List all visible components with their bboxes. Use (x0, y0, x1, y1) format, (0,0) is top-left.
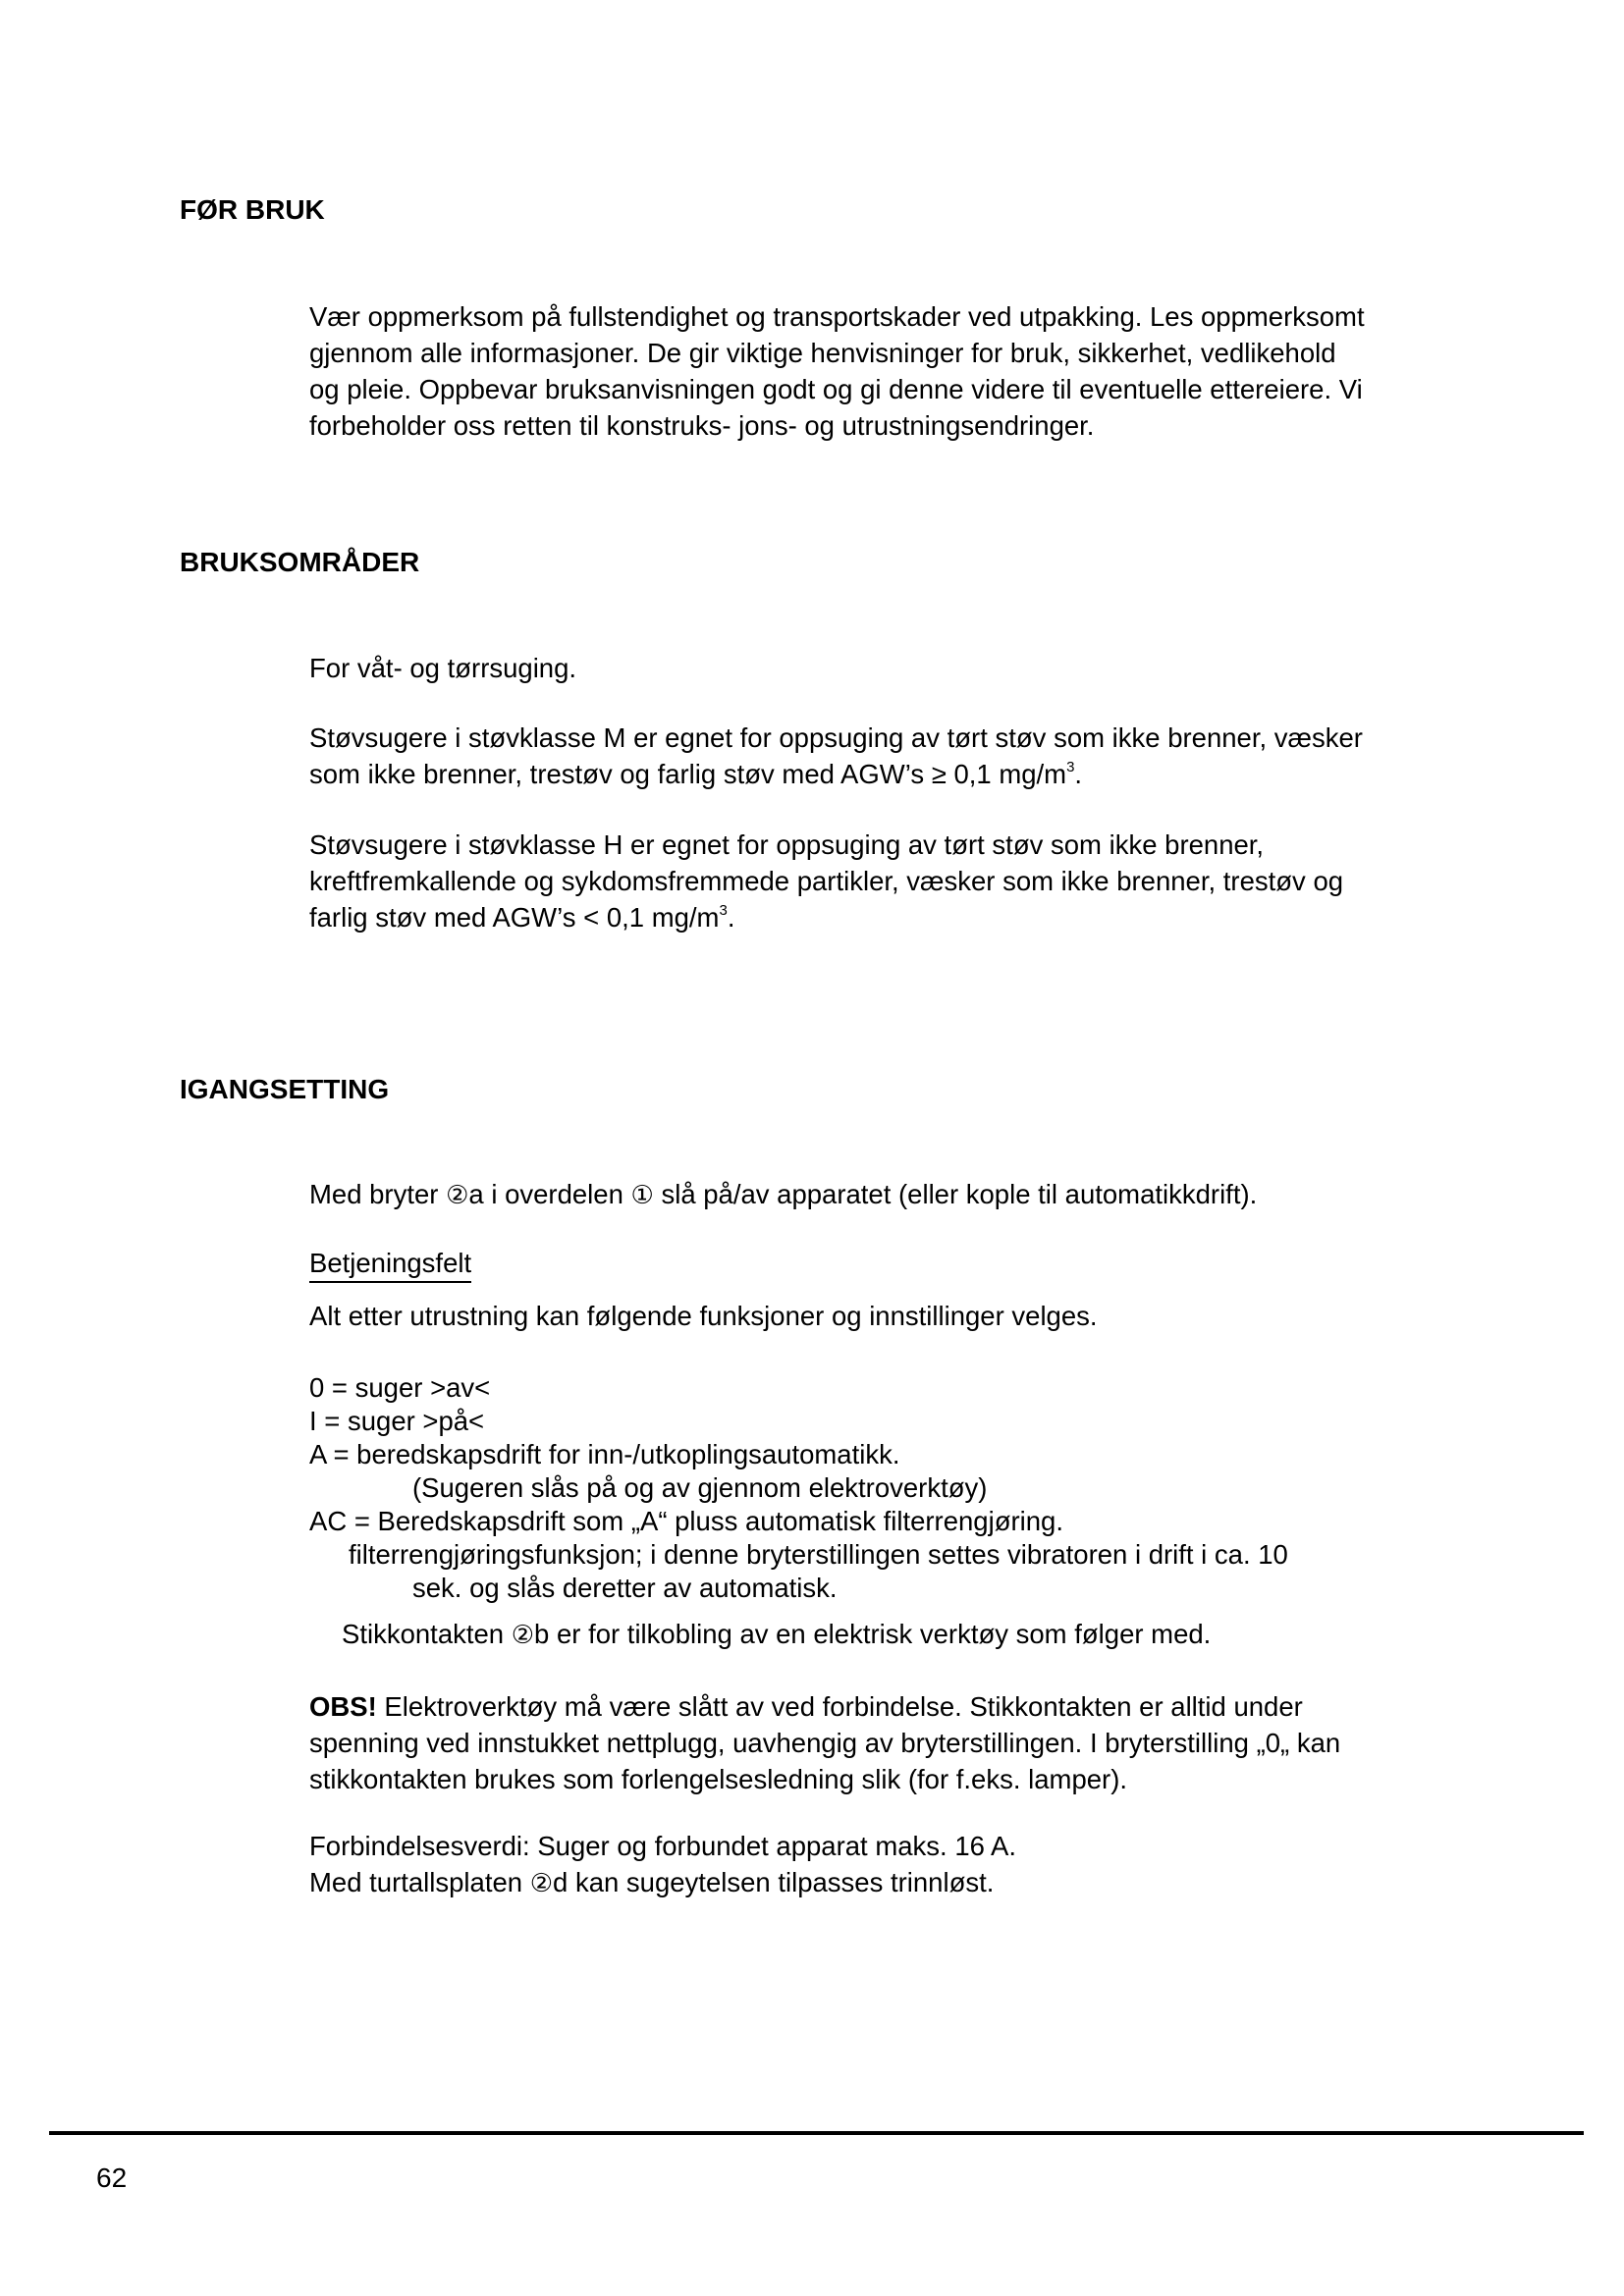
circled-1-icon: ① (630, 1181, 654, 1210)
setting-item-note: sek. og slås deretter av automatisk. (412, 1573, 838, 1603)
text-line: forbeholder oss retten til konstruks- jons- og utrustningsendringer. (309, 410, 1095, 441)
setting-item: A = beredskapsdrift for inn-/utkoplingsautomatikk. (309, 1439, 900, 1469)
text-line: stikkontakten brukes som forlengelsesledning slik (for f.eks. lamper). (309, 1764, 1127, 1794)
circled-2-icon: ② (511, 1621, 535, 1650)
page-number: 62 (96, 2163, 128, 2193)
text-segment: slå på/av apparatet (eller kople til automatikkdrift). (653, 1179, 1258, 1209)
setting-item-note: filterrengjøringsfunksjon; i denne bryterstillingen settes vibratoren i drift i ca. 10 (349, 1539, 1288, 1570)
text-line: og pleie. Oppbevar bruksanvisningen godt og gi denne videre til eventuelle ettereiere. Vi (309, 374, 1363, 404)
note-paragraph (309, 1688, 1340, 1797)
socket-instruction (342, 1616, 1211, 1654)
setting-item: 0 = suger >av< (309, 1372, 491, 1403)
panel-title-text: Betjeningsfelt (309, 1249, 471, 1283)
setting-item-note: (Sugeren slås på og av gjennom elektroverktøy) (412, 1472, 988, 1503)
text-line: kreftfremkallende og sykdomsfremmede partikler, væsker som ikke brenner, trestøv og (309, 866, 1344, 896)
text-line: Støvsugere i støvklasse H er egnet for oppsuging av tørt støv som ikke brenner, (309, 829, 1265, 860)
text-line: farlig støv med AGW’s < 0,1 mg/m (309, 902, 720, 933)
panel-title (309, 1245, 471, 1283)
text-segment: b er for tilkobling av en elektrisk verktøy som følger med. (534, 1619, 1212, 1649)
text-punctuation: . (1074, 759, 1083, 789)
note-label: OBS! (309, 1691, 377, 1722)
superscript: 3 (719, 902, 728, 919)
text-segment: Med turtallsplaten (309, 1867, 530, 1897)
text-line: Elektroverktøy må være slått av ved forbindelse. Stikkontakten er alltid under (376, 1691, 1303, 1722)
heading-bruksomrader: BRUKSOMRÅDER (180, 547, 420, 577)
dust-class-m-paragraph (309, 720, 1363, 792)
text-segment: Med bryter (309, 1179, 447, 1209)
dust-class-h-paragraph (309, 827, 1343, 935)
text-segment: Stikkontakten (342, 1619, 512, 1649)
footer-divider (49, 2131, 1584, 2135)
text-line: Forbindelsesverdi: Suger og forbundet apparat maks. 16 A. (309, 1831, 1017, 1861)
heading-for-bruk: FØR BRUK (180, 194, 325, 225)
connection-paragraph (309, 1828, 1016, 1902)
setting-item: I = suger >på< (309, 1406, 485, 1436)
circled-2-icon: ② (446, 1181, 469, 1210)
text-line: spenning ved innstukket nettplugg, uavhengig av bryterstillingen. I bryterstilling „0„ kan (309, 1728, 1341, 1758)
superscript: 3 (1066, 759, 1075, 775)
setting-item: AC = Beredskapsdrift som „A“ pluss automatisk filterrengjøring. (309, 1506, 1063, 1536)
text-punctuation: . (727, 902, 735, 933)
text-line: som ikke brenner, trestøv og farlig støv med AGW’s ≥ 0,1 mg/m (309, 759, 1067, 789)
text-line: Vær oppmerksom på fullstendighet og transportskader ved utpakking. Les oppmerksomt (309, 301, 1365, 332)
for-bruk-paragraph (309, 298, 1365, 444)
switch-instruction (309, 1176, 1257, 1214)
text-line: Støvsugere i støvklasse M er egnet for oppsuging av tørt støv som ikke brenner, væsker (309, 722, 1363, 753)
bruksomrader-intro: For våt- og tørrsuging. (309, 653, 577, 683)
heading-igangsetting: IGANGSETTING (180, 1074, 390, 1104)
text-line: gjennom alle informasjoner. De gir viktige henvisninger for bruk, sikkerhet, vedlikehold (309, 338, 1336, 368)
circled-2-icon: ② (529, 1869, 554, 1898)
text-segment: a i overdelen (468, 1179, 631, 1209)
settings-list (309, 1371, 1288, 1605)
text-segment: d kan sugeytelsen tilpasses trinnløst. (553, 1867, 995, 1897)
panel-intro: Alt etter utrustning kan følgende funksjoner og innstillinger velges. (309, 1301, 1098, 1331)
